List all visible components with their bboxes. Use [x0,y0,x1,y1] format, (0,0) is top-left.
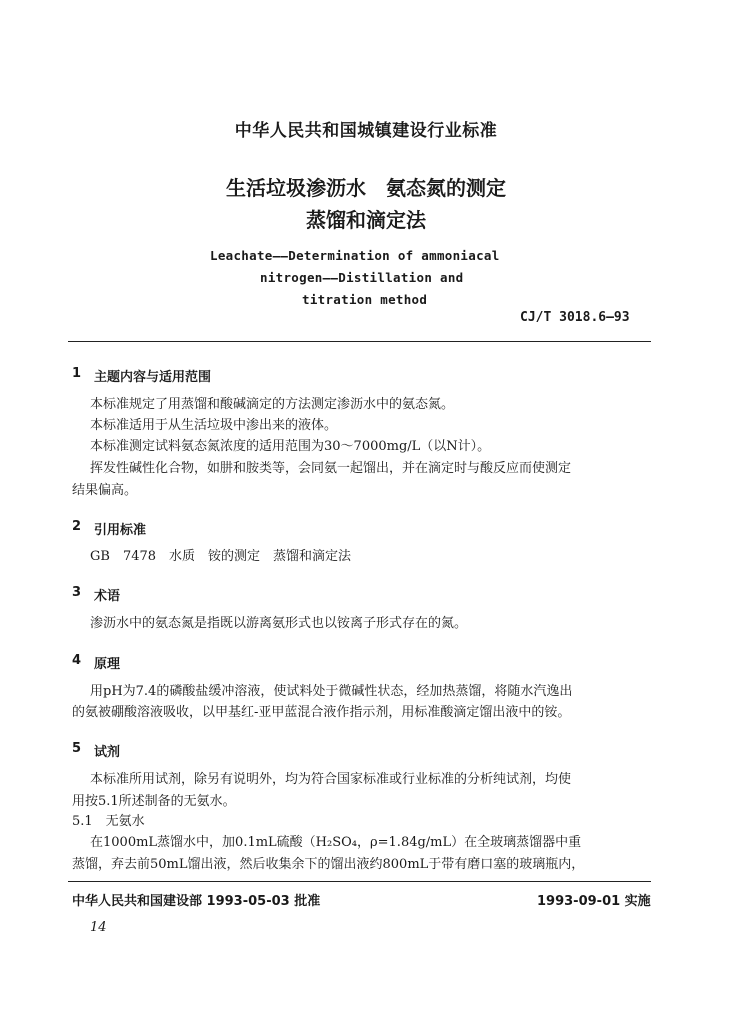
paragraph-line: 本标准所用试剂，除另有说明外，均为符合国家标准或行业标准的分析纯试剂，均使 [90,772,572,787]
title-cn-line2: 蒸馏和滴定法 [306,208,426,232]
paragraph-line: 本标准规定了用蒸馏和酸碱滴定的方法测定渗沥水中的氨态氮。 [90,397,455,412]
section-number: 4 [72,653,82,668]
paragraph-line: 的氨被硼酸溶液吸收，以甲基红-亚甲蓝混合液作指示剂，用标准酸滴定馏出液中的铵。 [72,705,571,720]
section-number: 3 [72,585,82,600]
section-title: 主题内容与适用范围 [94,370,212,385]
standard-header: 中华人民共和国城镇建设行业标准 [234,121,498,141]
page-number: 14 [90,920,107,935]
bottom-divider [68,881,651,882]
section-number: 2 [72,519,82,534]
standard-code: CJ/T 3018.6—93 [520,310,630,325]
reference-standard: GB 7478 水质 铵的测定 蒸馏和滴定法 [90,549,352,564]
paragraph-line: 用按5.1所述制备的无氨水。 [72,794,236,809]
paragraph-line: 本标准适用于从生活垃圾中渗出来的液体。 [90,418,338,433]
title-cn-line1: 生活垃圾渗沥水 氨态氮的测定 [226,176,506,200]
title-en-line2: nitrogen——Distillation and [260,270,464,285]
implementation-line: 1993-09-01 实施 [537,894,651,909]
section-title: 术语 [94,589,121,604]
top-divider [68,341,651,342]
paragraph-line: 渗沥水中的氨态氮是指既以游离氨形式也以铵离子形式存在的氮。 [90,616,468,631]
paragraph-line: 本标准测定试料氨态氮浓度的适用范围为30～7000mg/L（以N计）。 [90,439,491,454]
paragraph-line: 用pH为7.4的磷酸盐缓冲溶液，使试料处于微碱性状态，经加热蒸馏，将随水汽逸出 [90,684,573,699]
section-title: 原理 [94,657,121,672]
subsection-heading: 5.1 无氨水 [72,814,145,829]
paragraph-line: 蒸馏，弃去前50mL馏出液，然后收集余下的馏出液约800mL于带有磨口塞的玻璃瓶内， [72,857,585,872]
section-title: 试剂 [94,745,121,760]
title-en-line3: titration method [302,292,428,307]
section-title: 引用标准 [94,523,147,538]
paragraph-line: 结果偏高。 [72,483,138,498]
title-en-line1: Leachate——Determination of ammoniacal [210,248,500,263]
section-number: 1 [72,366,82,381]
section-number: 5 [72,741,82,756]
paragraph-line: 在1000mL蒸馏水中，加0.1mL硫酸（H₂SO₄，ρ=1.84g/mL）在全玻璃蒸馏器中重 [90,835,582,850]
approval-line: 中华人民共和国建设部 1993-05-03 批准 [72,894,321,909]
paragraph-line: 挥发性碱性化合物，如肼和胺类等，会同氨一起馏出，并在滴定时与酸反应而使测定 [90,461,572,476]
